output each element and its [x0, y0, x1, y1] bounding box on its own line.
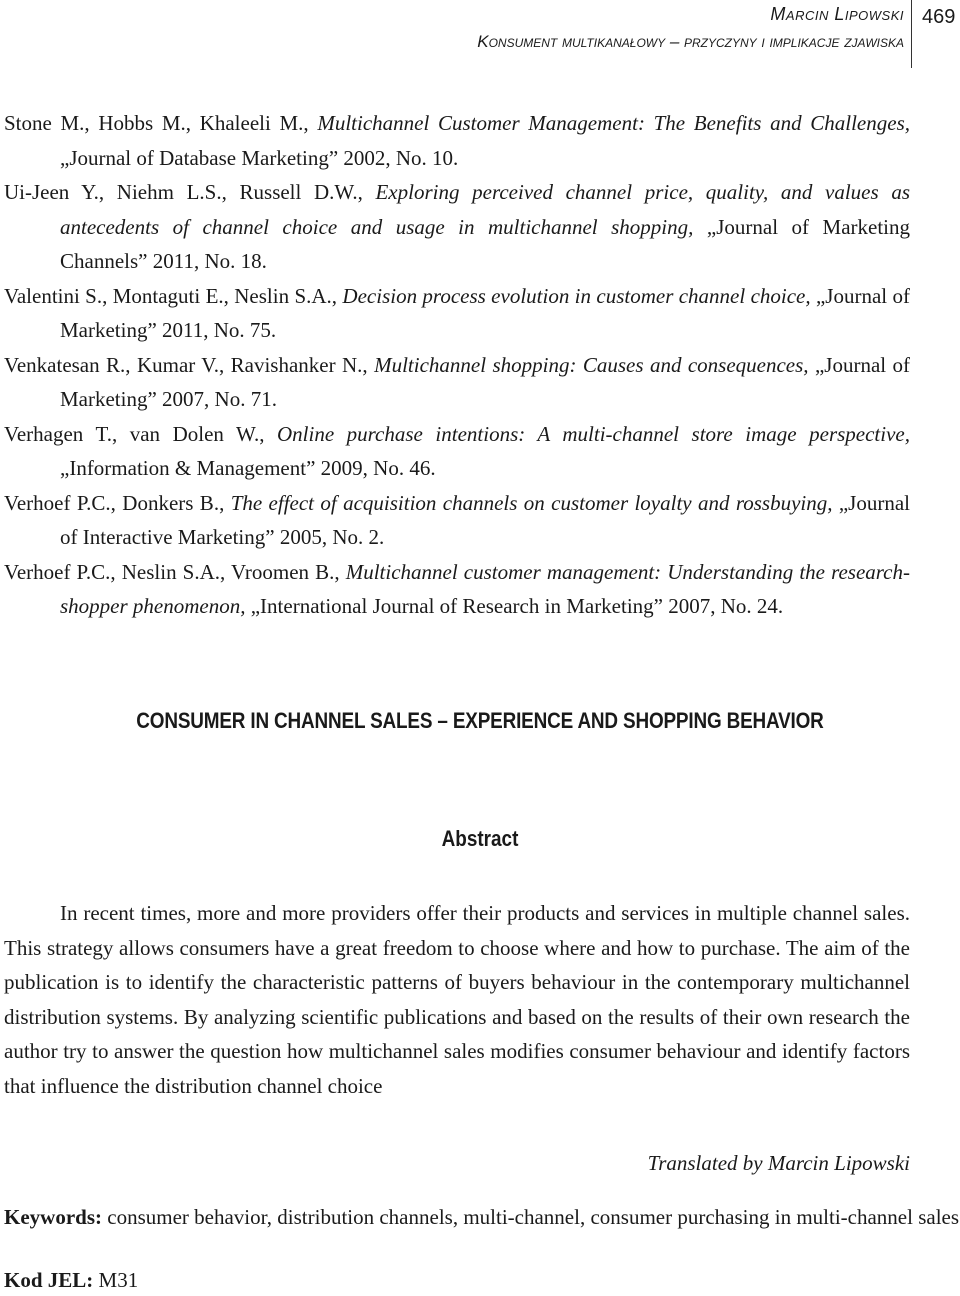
- ref-source: „Journal of Database Marketing” 2002, No. 10.: [60, 145, 459, 170]
- keywords-text: consumer behavior, distribution channels, multi-channel, consumer purchasing in multi-channel sales: [102, 1205, 960, 1229]
- reference-item: [4, 486, 910, 555]
- ref-source: „Journal of Marketing Channels” 2011, No. 18.: [60, 214, 910, 273]
- ref-title: Multichannel customer management: Understanding the research-shopper phenomenon,: [60, 559, 910, 618]
- ref-source: „Journal of Interactive Marketing” 2005, No. 2.: [60, 490, 911, 549]
- keywords-label: Keywords:: [4, 1205, 102, 1229]
- ref-title: Online purchase intentions: A multi-channel store image perspective,: [276, 421, 910, 446]
- ref-source: „International Journal of Research in Marketing” 2007, No. 24.: [245, 594, 784, 618]
- ref-title: Decision process evolution in customer channel choice,: [342, 283, 811, 308]
- ref-authors: Valentini S., Montaguti E., Neslin S.A.,: [4, 283, 343, 308]
- section-title: CONSUMER IN CHANNEL SALES – EXPERIENCE AND SHOPPING BEHAVIOR: [136, 708, 824, 733]
- ref-authors: Stone M., Hobbs M., Khaleeli M.,: [4, 111, 318, 135]
- ref-authors: Verhagen T., van Dolen W.,: [4, 421, 277, 446]
- abstract-body: In recent times, more and more providers offer their products and services in multiple channel sales. This strategy allows consumers have a great freedom to choose where and how to purchase. The aim of the publication is to identify the characteristic patterns of buyers behaviour in the contemporary multichannel distribution systems. By analyzing scientific publications and based on the results of their own research the author try to answer the question how multichannel sales modifies consumer behaviour and identify factors that influence the distribution channel choice: [4, 901, 910, 1098]
- reference-item: [4, 175, 910, 279]
- translator-credit: Translated by Marcin Lipowski: [647, 1151, 910, 1175]
- ref-title: Exploring perceived channel price, quality, and values as antecedents of channel choice and usage in multichannel shopping,: [60, 180, 910, 239]
- reference-item: [4, 279, 910, 348]
- reference-item: [4, 106, 910, 175]
- reference-item: [4, 417, 910, 486]
- ref-source: „Journal of Marketing” 2011, No. 75.: [60, 283, 910, 342]
- abstract-heading: Abstract: [441, 826, 519, 851]
- header-divider: [911, 0, 912, 68]
- jel-text: M31: [93, 1268, 139, 1292]
- page-number: 469: [922, 6, 956, 28]
- keywords: [4, 1203, 960, 1232]
- ref-authors: Verhoef P.C., Donkers B.,: [4, 490, 231, 515]
- ref-source: „Information & Management” 2009, No. 46.: [60, 456, 436, 480]
- reference-list: [4, 106, 910, 624]
- ref-title: Multichannel shopping: Causes and consequences,: [374, 352, 809, 377]
- reference-item: [4, 555, 910, 624]
- header-subtitle: Konsument multikanałowy – przyczyny i implikacje zjawiska: [477, 32, 904, 51]
- ref-title: The effect of acquisition channels on customer loyalty and rossbuying,: [230, 490, 833, 515]
- ref-title: Multichannel Customer Management: The Benefits and Challenges,: [317, 111, 910, 135]
- jel-label: Kod JEL:: [4, 1268, 94, 1292]
- header-author: Marcin Lipowski: [770, 4, 904, 24]
- ref-authors: Venkatesan R., Kumar V., Ravishanker N.,: [4, 352, 375, 377]
- ref-authors: Ui-Jeen Y., Niehm L.S., Russell D.W.,: [4, 180, 376, 204]
- ref-authors: Verhoef P.C., Neslin S.A., Vroomen B.,: [4, 559, 346, 584]
- jel-code: [4, 1268, 138, 1293]
- reference-item: [4, 348, 910, 417]
- ref-source: „Journal of Marketing” 2007, No. 71.: [60, 352, 911, 411]
- running-header: [477, 0, 904, 56]
